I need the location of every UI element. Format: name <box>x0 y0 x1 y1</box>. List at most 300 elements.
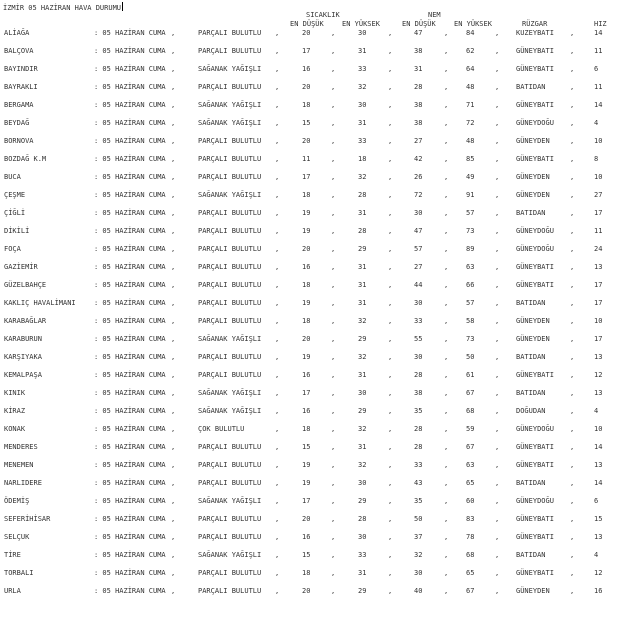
humidity-max: 65 <box>466 569 475 577</box>
temp-min: 20 <box>302 29 311 37</box>
separator: , <box>495 479 500 487</box>
date-label: : 05 HAZİRAN CUMA <box>94 47 166 55</box>
separator: , <box>570 425 575 433</box>
temp-max: 28 <box>358 191 367 199</box>
temp-max: 28 <box>358 227 367 235</box>
temp-max: 31 <box>358 569 367 577</box>
date-label: : 05 HAZİRAN CUMA <box>94 335 166 343</box>
table-row <box>0 227 619 237</box>
separator: , <box>495 551 500 559</box>
temp-max: 30 <box>358 479 367 487</box>
separator: , <box>444 209 449 217</box>
humidity-min: 30 <box>414 353 423 361</box>
separator: , <box>388 335 393 343</box>
date-label: : 05 HAZİRAN CUMA <box>94 569 166 577</box>
condition: ÇOK BULUTLU <box>198 425 245 433</box>
district-name: ÖDEMİŞ <box>4 497 30 505</box>
separator: , <box>570 479 575 487</box>
wind-direction: GÜNEYBATI <box>516 569 554 577</box>
wind-direction: GÜNEYDEN <box>516 191 550 199</box>
district-name: TİRE <box>4 551 21 559</box>
humidity-max: 63 <box>466 461 475 469</box>
humidity-min: 28 <box>414 83 423 91</box>
humidity-min: 27 <box>414 137 423 145</box>
district-name: KAKLIÇ HAVALİMANI <box>4 299 76 307</box>
wind-direction: GÜNEYBATI <box>516 101 554 109</box>
wind-speed: 10 <box>594 173 603 181</box>
separator: , <box>275 137 280 145</box>
temp-min: 19 <box>302 227 311 235</box>
humidity-max: 91 <box>466 191 475 199</box>
humidity-max: 57 <box>466 209 475 217</box>
temp-min: 18 <box>302 281 311 289</box>
district-name: KEMALPAŞA <box>4 371 42 379</box>
wind-direction: GÜNEYDEN <box>516 317 550 325</box>
date-label: : 05 HAZİRAN CUMA <box>94 299 166 307</box>
wind-speed: 10 <box>594 317 603 325</box>
humidity-max: 67 <box>466 389 475 397</box>
separator: , <box>444 461 449 469</box>
separator: , <box>388 515 393 523</box>
separator: , <box>331 119 336 127</box>
condition: PARÇALI BULUTLU <box>198 227 262 235</box>
table-row <box>0 443 619 453</box>
temp-max: 31 <box>358 443 367 451</box>
humidity-max: 66 <box>466 281 475 289</box>
district-name: DİKİLİ <box>4 227 30 235</box>
wind-direction: GÜNEYDEN <box>516 137 550 145</box>
separator: , <box>388 191 393 199</box>
humidity-max: 85 <box>466 155 475 163</box>
separator: , <box>275 425 280 433</box>
separator: , <box>444 83 449 91</box>
separator: , <box>171 317 176 325</box>
table-row <box>0 65 619 75</box>
temp-min: 19 <box>302 353 311 361</box>
wind-direction: BATIDAN <box>516 389 546 397</box>
date-label: : 05 HAZİRAN CUMA <box>94 389 166 397</box>
date-label: : 05 HAZİRAN CUMA <box>94 497 166 505</box>
separator: , <box>495 587 500 595</box>
humidity-max: 84 <box>466 29 475 37</box>
temp-max: 33 <box>358 65 367 73</box>
humidity-max: 71 <box>466 101 475 109</box>
separator: , <box>331 353 336 361</box>
separator: , <box>444 569 449 577</box>
separator: , <box>275 461 280 469</box>
wind-speed: 14 <box>594 443 603 451</box>
separator: , <box>331 569 336 577</box>
wind-direction: GÜNEYDEN <box>516 587 550 595</box>
separator: , <box>171 101 176 109</box>
separator: , <box>331 479 336 487</box>
humidity-min: 26 <box>414 173 423 181</box>
separator: , <box>388 155 393 163</box>
date-label: : 05 HAZİRAN CUMA <box>94 317 166 325</box>
wind-direction: GÜNEYBATI <box>516 515 554 523</box>
temp-max: 31 <box>358 209 367 217</box>
temp-max: 30 <box>358 101 367 109</box>
table-row <box>0 335 619 345</box>
humidity-max: 62 <box>466 47 475 55</box>
temp-max: 31 <box>358 119 367 127</box>
separator: , <box>444 299 449 307</box>
separator: , <box>171 263 176 271</box>
separator: , <box>171 551 176 559</box>
table-row <box>0 533 619 543</box>
humidity-max: 63 <box>466 263 475 271</box>
separator: , <box>495 65 500 73</box>
separator: , <box>570 227 575 235</box>
temp-min: 19 <box>302 479 311 487</box>
separator: , <box>388 497 393 505</box>
table-row <box>0 245 619 255</box>
district-name: BEYDAĞ <box>4 119 30 127</box>
separator: , <box>275 335 280 343</box>
temp-min: 20 <box>302 83 311 91</box>
temp-max: 31 <box>358 47 367 55</box>
date-label: : 05 HAZİRAN CUMA <box>94 263 166 271</box>
wind-speed: 8 <box>594 155 599 163</box>
separator: , <box>331 389 336 397</box>
temp-max: 18 <box>358 155 367 163</box>
temp-min: 17 <box>302 173 311 181</box>
temp-min: 16 <box>302 263 311 271</box>
separator: , <box>444 371 449 379</box>
separator: , <box>570 47 575 55</box>
separator: , <box>331 83 336 91</box>
condition: PARÇALI BULUTLU <box>198 299 262 307</box>
separator: , <box>331 173 336 181</box>
header-nem: NEM <box>428 11 441 19</box>
separator: , <box>275 263 280 271</box>
temp-max: 29 <box>358 245 367 253</box>
separator: , <box>444 587 449 595</box>
date-label: : 05 HAZİRAN CUMA <box>94 353 166 361</box>
separator: , <box>275 299 280 307</box>
separator: , <box>388 281 393 289</box>
wind-speed: 17 <box>594 281 603 289</box>
header-hiz: HIZ <box>594 20 607 28</box>
separator: , <box>570 209 575 217</box>
temp-max: 29 <box>358 335 367 343</box>
district-name: GÜZELBAHÇE <box>4 281 47 289</box>
separator: , <box>275 29 280 37</box>
separator: , <box>570 407 575 415</box>
temp-max: 29 <box>358 497 367 505</box>
table-row <box>0 101 619 111</box>
separator: , <box>388 425 393 433</box>
temp-min: 16 <box>302 65 311 73</box>
wind-speed: 16 <box>594 587 603 595</box>
temp-min: 18 <box>302 101 311 109</box>
separator: , <box>331 47 336 55</box>
wind-direction: GÜNEYBATI <box>516 443 554 451</box>
district-name: KİRAZ <box>4 407 26 415</box>
separator: , <box>331 443 336 451</box>
separator: , <box>331 317 336 325</box>
district-name: MENDERES <box>4 443 38 451</box>
humidity-max: 60 <box>466 497 475 505</box>
separator: , <box>570 587 575 595</box>
separator: , <box>495 83 500 91</box>
wind-direction: GÜNEYDOĞU <box>516 497 554 505</box>
separator: , <box>171 425 176 433</box>
condition: PARÇALI BULUTLU <box>198 461 262 469</box>
separator: , <box>171 47 176 55</box>
separator: , <box>570 299 575 307</box>
humidity-max: 89 <box>466 245 475 253</box>
temp-max: 32 <box>358 317 367 325</box>
separator: , <box>388 263 393 271</box>
separator: , <box>444 497 449 505</box>
separator: , <box>570 551 575 559</box>
humidity-max: 65 <box>466 479 475 487</box>
humidity-max: 50 <box>466 353 475 361</box>
temp-min: 19 <box>302 209 311 217</box>
temp-min: 16 <box>302 371 311 379</box>
separator: , <box>171 245 176 253</box>
temp-max: 31 <box>358 299 367 307</box>
separator: , <box>171 569 176 577</box>
humidity-min: 28 <box>414 425 423 433</box>
separator: , <box>444 227 449 235</box>
separator: , <box>275 317 280 325</box>
wind-direction: KUZEYBATI <box>516 29 554 37</box>
separator: , <box>388 353 393 361</box>
separator: , <box>495 335 500 343</box>
separator: , <box>570 119 575 127</box>
separator: , <box>275 47 280 55</box>
wind-direction: GÜNEYDEN <box>516 335 550 343</box>
humidity-min: 55 <box>414 335 423 343</box>
separator: , <box>171 461 176 469</box>
condition: PARÇALI BULUTLU <box>198 155 262 163</box>
wind-direction: GÜNEYBATI <box>516 461 554 469</box>
separator: , <box>495 245 500 253</box>
separator: , <box>275 101 280 109</box>
table-row <box>0 173 619 183</box>
date-label: : 05 HAZİRAN CUMA <box>94 533 166 541</box>
separator: , <box>495 155 500 163</box>
condition: PARÇALI BULUTLU <box>198 317 262 325</box>
condition: PARÇALI BULUTLU <box>198 137 262 145</box>
date-label: : 05 HAZİRAN CUMA <box>94 119 166 127</box>
table-row <box>0 191 619 201</box>
separator: , <box>495 407 500 415</box>
date-label: : 05 HAZİRAN CUMA <box>94 587 166 595</box>
separator: , <box>171 407 176 415</box>
condition: PARÇALI BULUTLU <box>198 479 262 487</box>
humidity-min: 30 <box>414 209 423 217</box>
separator: , <box>331 299 336 307</box>
separator: , <box>275 65 280 73</box>
district-name: BUCA <box>4 173 21 181</box>
wind-direction: GÜNEYDEN <box>516 173 550 181</box>
separator: , <box>331 155 336 163</box>
wind-speed: 4 <box>594 551 599 559</box>
humidity-max: 58 <box>466 317 475 325</box>
separator: , <box>275 569 280 577</box>
district-name: ÇİĞLİ <box>4 209 26 217</box>
separator: , <box>388 101 393 109</box>
separator: , <box>275 479 280 487</box>
district-name: BERGAMA <box>4 101 34 109</box>
separator: , <box>570 353 575 361</box>
condition: PARÇALI BULUTLU <box>198 29 262 37</box>
wind-speed: 13 <box>594 353 603 361</box>
temp-min: 19 <box>302 461 311 469</box>
separator: , <box>171 299 176 307</box>
wind-speed: 11 <box>594 227 603 235</box>
header-nem-en-yuksek: EN YÜKSEK <box>454 20 492 28</box>
district-name: NARLIDERE <box>4 479 42 487</box>
separator: , <box>495 389 500 397</box>
separator: , <box>570 101 575 109</box>
header-en-dusuk: EN DÜŞÜK <box>290 20 324 28</box>
header-nem-en-dusuk: EN DÜŞÜK <box>402 20 436 28</box>
header-ruzgar: RÜZGAR <box>522 20 548 28</box>
date-label: : 05 HAZİRAN CUMA <box>94 101 166 109</box>
wind-direction: GÜNEYBATI <box>516 371 554 379</box>
table-row <box>0 281 619 291</box>
humidity-max: 83 <box>466 515 475 523</box>
separator: , <box>444 101 449 109</box>
wind-speed: 11 <box>594 47 603 55</box>
separator: , <box>171 443 176 451</box>
humidity-min: 42 <box>414 155 423 163</box>
temp-max: 32 <box>358 353 367 361</box>
separator: , <box>388 317 393 325</box>
temp-max: 32 <box>358 173 367 181</box>
separator: , <box>388 407 393 415</box>
date-label: : 05 HAZİRAN CUMA <box>94 191 166 199</box>
separator: , <box>388 533 393 541</box>
separator: , <box>570 317 575 325</box>
condition: SAĞANAK YAĞIŞLI <box>198 497 262 505</box>
separator: , <box>331 371 336 379</box>
separator: , <box>171 83 176 91</box>
separator: , <box>570 569 575 577</box>
separator: , <box>570 497 575 505</box>
separator: , <box>495 353 500 361</box>
separator: , <box>275 551 280 559</box>
temp-min: 20 <box>302 245 311 253</box>
separator: , <box>444 407 449 415</box>
humidity-max: 67 <box>466 443 475 451</box>
district-name: SELÇUK <box>4 533 30 541</box>
separator: , <box>570 29 575 37</box>
separator: , <box>171 227 176 235</box>
table-row <box>0 155 619 165</box>
separator: , <box>444 335 449 343</box>
separator: , <box>275 83 280 91</box>
humidity-max: 72 <box>466 119 475 127</box>
table-row <box>0 371 619 381</box>
separator: , <box>495 533 500 541</box>
separator: , <box>495 47 500 55</box>
temp-min: 15 <box>302 119 311 127</box>
district-name: GAZİEMİR <box>4 263 38 271</box>
separator: , <box>444 173 449 181</box>
table-row <box>0 461 619 471</box>
separator: , <box>388 389 393 397</box>
separator: , <box>444 317 449 325</box>
wind-speed: 10 <box>594 137 603 145</box>
separator: , <box>275 281 280 289</box>
humidity-min: 35 <box>414 497 423 505</box>
district-name: MENEMEN <box>4 461 34 469</box>
date-label: : 05 HAZİRAN CUMA <box>94 155 166 163</box>
condition: PARÇALI BULUTLU <box>198 587 262 595</box>
separator: , <box>570 533 575 541</box>
district-name: BOZDAĞ K.M <box>4 155 47 163</box>
table-row <box>0 389 619 399</box>
separator: , <box>570 443 575 451</box>
date-label: : 05 HAZİRAN CUMA <box>94 461 166 469</box>
separator: , <box>388 227 393 235</box>
humidity-min: 72 <box>414 191 423 199</box>
separator: , <box>495 371 500 379</box>
separator: , <box>444 119 449 127</box>
humidity-min: 28 <box>414 371 423 379</box>
condition: PARÇALI BULUTLU <box>198 353 262 361</box>
separator: , <box>388 209 393 217</box>
wind-speed: 13 <box>594 389 603 397</box>
temp-min: 17 <box>302 389 311 397</box>
separator: , <box>495 29 500 37</box>
temp-min: 20 <box>302 335 311 343</box>
table-row <box>0 119 619 129</box>
separator: , <box>331 209 336 217</box>
humidity-max: 78 <box>466 533 475 541</box>
separator: , <box>171 119 176 127</box>
condition: PARÇALI BULUTLU <box>198 569 262 577</box>
separator: , <box>388 299 393 307</box>
wind-speed: 17 <box>594 299 603 307</box>
separator: , <box>495 425 500 433</box>
district-name: BORNOVA <box>4 137 34 145</box>
condition: SAĞANAK YAĞIŞLI <box>198 191 262 199</box>
separator: , <box>444 281 449 289</box>
temp-min: 17 <box>302 497 311 505</box>
temp-max: 33 <box>358 137 367 145</box>
separator: , <box>444 191 449 199</box>
separator: , <box>171 29 176 37</box>
wind-speed: 24 <box>594 245 603 253</box>
wind-speed: 6 <box>594 65 599 73</box>
separator: , <box>570 65 575 73</box>
humidity-min: 37 <box>414 533 423 541</box>
temp-min: 16 <box>302 407 311 415</box>
humidity-max: 64 <box>466 65 475 73</box>
separator: , <box>388 479 393 487</box>
separator: , <box>570 83 575 91</box>
wind-speed: 13 <box>594 533 603 541</box>
separator: , <box>275 497 280 505</box>
humidity-max: 68 <box>466 407 475 415</box>
separator: , <box>171 497 176 505</box>
district-name: ALİAĞA <box>4 29 30 37</box>
wind-speed: 14 <box>594 101 603 109</box>
table-row <box>0 299 619 309</box>
temp-min: 15 <box>302 443 311 451</box>
temp-min: 18 <box>302 191 311 199</box>
date-label: : 05 HAZİRAN CUMA <box>94 551 166 559</box>
separator: , <box>444 389 449 397</box>
separator: , <box>275 443 280 451</box>
table-row <box>0 425 619 435</box>
